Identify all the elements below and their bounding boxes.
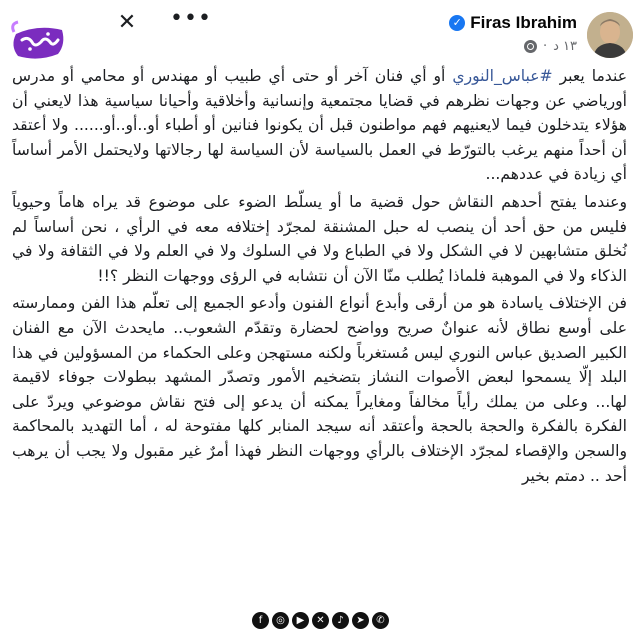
close-icon[interactable]: ✕ bbox=[117, 10, 137, 35]
author-name[interactable]: Firas Ibrahim bbox=[470, 13, 577, 32]
author-line bbox=[449, 12, 577, 34]
youtube-icon: ▶ bbox=[292, 612, 309, 629]
paragraph-1-start: عندما يعبر bbox=[552, 67, 628, 85]
paragraph-3: فن الإختلاف ياسادة هو من أرقى وأبدع أنواع الفنون وأدعو الجميع إلى تعلّم هذا الفن وممارسته على أوسع نطاق لأنه عنوانٌ صريح وواضح لحضارة وتقدّم الشعوب.. مايحدث الآن مع الفنان الكبير الصديق عباس النوري ليس مُستغرباً ولكنه مستهجن وعلى الحكماء من المسؤولين في هذا البلد إلّا يسمحوا لبعض الأصوات النشاز بتضخيم الأمور وتصدّر المشهد ببطولات جوفاء لاقيمة لها... وعلى من يملك رأياً مخالفاً ومغايراً يمكنه أن يدعو إلى فتح نقاش موضوعي ويردّ على الفكرة بالفكرة والحجة بالحجة وأعتقد أنه سيجد المنابر كلها مفتوحة له ، أما التهديد بالمحاكمة والسجن والإقصاء لمجرّد الإختلاف بالرأي ووجهات النظر فهذا أمرٌ غير مقبول ولا يجب أن يرهب أحد .. دمتم بخير bbox=[12, 294, 627, 485]
more-options-icon[interactable]: ••• bbox=[170, 6, 212, 31]
facebook-icon: f bbox=[252, 612, 269, 629]
instagram-icon: ◎ bbox=[272, 612, 289, 629]
tiktok-icon: ♪ bbox=[332, 612, 349, 629]
post-header bbox=[0, 0, 643, 62]
post-text bbox=[12, 64, 627, 488]
whatsapp-icon: ✆ bbox=[372, 612, 389, 629]
avatar[interactable] bbox=[587, 12, 633, 58]
x-icon: ✕ bbox=[312, 612, 329, 629]
paragraph-2: وعندما يفتح أحدهم النقاش حول قضية ما أو يسلّط الضوء على موضوع قد يراه هاماً وحيوياً فليس من حق أحد أن ينصب له حبل المشنقة لمجرّد إختلافه معه في الرأي ، نحن أساساً لم نُخلق متشابهين لا في الشكل ولا في الطباع ولا في السلوك ولا في العلم ولا في الثقافة ولا في الذكاء ولا في الموهبة فلماذا يُطلب منّا الآن أن نتشابه في الرؤى ووجهات النظر ؟!! bbox=[12, 192, 627, 285]
globe-icon bbox=[524, 40, 537, 53]
hashtag-link[interactable]: #عباس_النوري bbox=[452, 67, 553, 85]
social-icons-row bbox=[252, 612, 389, 629]
post-meta bbox=[524, 37, 577, 55]
telegram-icon: ➤ bbox=[352, 612, 369, 629]
paragraph-1-rest: أو أي فنان آخر أو حتى أي طبيب أو مهندس أو محامي أو مدرس أورياضي عن وجهات نظرهم في قضايا مجتمعية وإنسانية وأخلاقية وأحيانا سياسية هذا لايعني أن هؤلاء يتدخلون فيما لايعنيهم فهم مواطنون قبل أن يكونوا فنانين أو أطباء أو..أو..أو...... ولا أعتقد أن أحداً منهم يرغب بالتورّط في العمل بالسياسة لأن السياسة لها رجالاتها ولايحتمل الأمر أساساً أي زيادة في عددهم... bbox=[12, 67, 627, 184]
timestamp[interactable]: ١٣ د bbox=[553, 38, 577, 54]
site-logo bbox=[8, 20, 68, 64]
meta-separator: · bbox=[542, 38, 548, 54]
paragraph-1 bbox=[12, 64, 627, 187]
verified-badge-icon: ✓ bbox=[449, 15, 465, 31]
